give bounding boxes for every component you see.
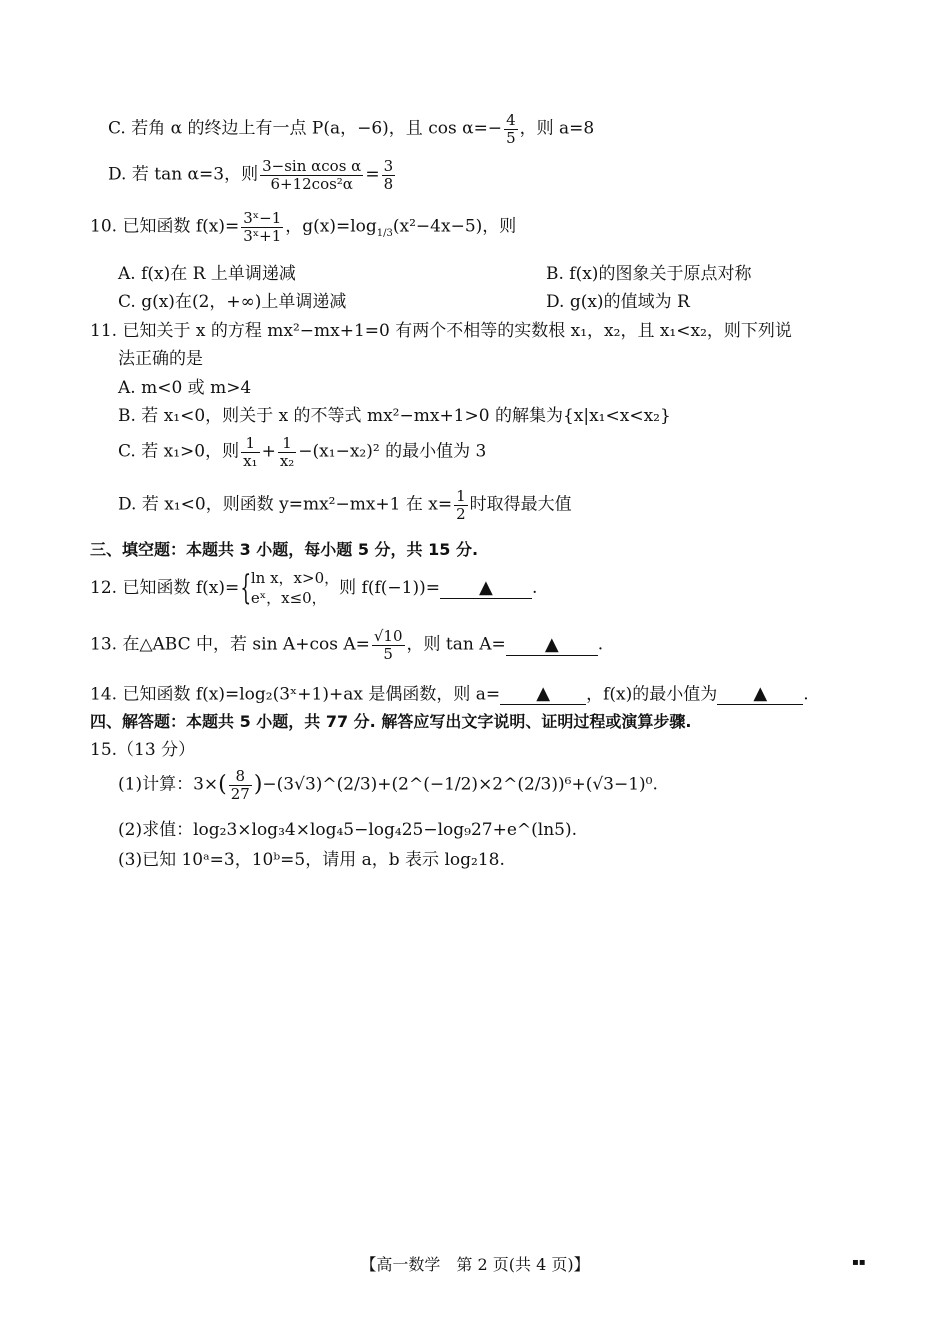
q15-part1 bbox=[118, 768, 658, 802]
q13-answer-blank[interactable] bbox=[506, 635, 598, 656]
q11c-d2: x₂ bbox=[279, 451, 295, 470]
q9d-eq: = bbox=[365, 164, 380, 185]
q10-option-c: C. g(x)在(2，+∞)上单调递减 bbox=[118, 292, 347, 312]
q13-fraction bbox=[372, 628, 405, 662]
q11-option-b: B. 若 x₁<0，则关于 x 的不等式 mx²−mx+1>0 的解集为{x|x₁<x<x₂} bbox=[118, 406, 671, 426]
q10-mid: ，g(x)=log bbox=[285, 216, 377, 237]
q11c-frac1 bbox=[241, 435, 259, 469]
q12-case2: eˣ，x≤0， bbox=[250, 589, 327, 608]
q9c-text: C. 若角 α 的终边上有一点 P(a，−6)，且 cos α=− bbox=[108, 118, 503, 139]
q9c-suffix: ，则 a=8 bbox=[519, 118, 595, 139]
q15p1-lparen: ( bbox=[218, 771, 227, 797]
q11d-den: 2 bbox=[456, 504, 466, 523]
q11-option-c bbox=[118, 435, 486, 469]
q9d-den: 6+12cos²α bbox=[270, 174, 353, 193]
q15-head: 15.（13 分） bbox=[90, 740, 196, 760]
q10-num: 3ˣ−1 bbox=[243, 209, 282, 227]
q11c-d1: x₁ bbox=[243, 451, 258, 470]
q14-mid: ，f(x)的最小值为 bbox=[586, 684, 718, 705]
q15p1-den: 27 bbox=[230, 784, 250, 803]
q12-end: . bbox=[531, 578, 538, 599]
q12-suffix: 则 f(f(−1))= bbox=[339, 578, 440, 599]
q10-stem bbox=[90, 210, 516, 244]
q11c-n1: 1 bbox=[241, 435, 259, 453]
q15-part2: (2)求值：log₂3×log₃4×log₄5−log₄25−log₉27+e^(ln5). bbox=[118, 820, 578, 840]
q9d-num: 3−sin αcos α bbox=[262, 157, 362, 175]
q10-option-b: B. f(x)的图象关于原点对称 bbox=[546, 264, 752, 284]
q11d-prefix: D. 若 x₁<0，则函数 y=mx²−mx+1 在 x= bbox=[118, 494, 453, 515]
q12-triangle-icon: ▲ bbox=[479, 576, 493, 598]
q13-den: 5 bbox=[383, 644, 393, 663]
q11d-frac bbox=[454, 488, 468, 522]
q10-log-base: 1/3 bbox=[376, 227, 393, 239]
q10-prefix: 10. 已知函数 f(x)= bbox=[90, 216, 240, 237]
q14-end: . bbox=[803, 684, 809, 705]
q11c-prefix: C. 若 x₁>0，则 bbox=[118, 441, 240, 462]
q15p1-suffix: −(3√3)^(2/3)+(2^(−1/2)×2^(2/3))⁶+(√3−1)⁰. bbox=[262, 774, 658, 795]
q10-option-d: D. g(x)的值域为 R bbox=[546, 292, 690, 312]
q9d-text: D. 若 tan α=3，则 bbox=[108, 164, 259, 185]
q15p1-num: 8 bbox=[229, 768, 252, 786]
q10-suffix: (x²−4x−5)，则 bbox=[392, 216, 517, 237]
q11c-suffix: −(x₁−x₂)² 的最小值为 3 bbox=[298, 441, 487, 462]
q12-answer-blank[interactable] bbox=[440, 578, 532, 599]
q9c-num: 4 bbox=[506, 111, 516, 129]
q13-end: . bbox=[597, 634, 604, 655]
q11-stem-line2: 法正确的是 bbox=[118, 349, 203, 369]
q14a-triangle-icon: ▲ bbox=[536, 683, 551, 704]
q9c-den: 5 bbox=[506, 128, 516, 147]
q14-answer-blank-a[interactable] bbox=[500, 684, 586, 705]
section-4-heading: 四、解答题：本题共 5 小题，共 77 分. 解答应写出文字说明、证明过程或演算步骤. bbox=[90, 712, 692, 731]
q13-prefix: 13. 在△ABC 中，若 sin A+cos A= bbox=[90, 634, 370, 655]
q11-stem-line1: 11. 已知关于 x 的方程 mx²−mx+1=0 有两个不相等的实数根 x₁，x₂，且 x₁<x₂，则下列说 bbox=[90, 321, 792, 341]
q9d-result bbox=[382, 158, 396, 192]
q15p1-rparen: ) bbox=[253, 771, 263, 797]
q15p1-fraction bbox=[229, 768, 252, 802]
q11c-frac2 bbox=[278, 435, 296, 469]
q12-case1: ln x，x>0， bbox=[250, 569, 340, 587]
q10-fraction bbox=[241, 210, 283, 244]
q11-option-a: A. m<0 或 m>4 bbox=[118, 378, 252, 398]
q10-option-a: A. f(x)在 R 上单调递减 bbox=[118, 264, 296, 284]
q12 bbox=[90, 568, 537, 609]
q15p1-prefix: (1)计算：3× bbox=[118, 774, 219, 795]
q9-option-d bbox=[108, 158, 397, 192]
corner-mark: ▪▪ bbox=[852, 1257, 866, 1268]
q14-answer-blank-min[interactable] bbox=[717, 684, 803, 705]
q12-brace: { bbox=[240, 568, 252, 609]
q9-option-c bbox=[108, 112, 594, 146]
q11d-num: 1 bbox=[456, 487, 466, 505]
q14b-triangle-icon: ▲ bbox=[753, 683, 768, 704]
q14 bbox=[90, 684, 809, 705]
q9c-fraction bbox=[504, 112, 518, 146]
q12-cases bbox=[251, 568, 339, 609]
section-3-heading: 三、填空题：本题共 3 小题，每小题 5 分，共 15 分. bbox=[90, 540, 479, 559]
q15-part3: (3)已知 10ᵃ=3，10ᵇ=5，请用 a，b 表示 log₂18. bbox=[118, 850, 505, 870]
q11d-suffix: 时取得最大值 bbox=[469, 494, 572, 515]
q14-prefix: 14. 已知函数 f(x)=log₂(3ˣ+1)+ax 是偶函数，则 a= bbox=[90, 684, 501, 705]
q11-option-d bbox=[118, 488, 572, 522]
q11c-plus: + bbox=[261, 441, 276, 462]
q9d-rnum: 3 bbox=[383, 157, 394, 175]
q13-triangle-icon: ▲ bbox=[544, 633, 559, 655]
q11c-n2: 1 bbox=[278, 435, 296, 453]
q10-den: 3ˣ+1 bbox=[243, 226, 282, 245]
q13 bbox=[90, 628, 603, 662]
page-footer: 【高一数学 第 2 页(共 4 页)】 bbox=[360, 1255, 590, 1274]
q9d-rden: 8 bbox=[383, 174, 394, 193]
q13-suffix: ，则 tan A= bbox=[406, 634, 506, 655]
q12-prefix: 12. 已知函数 f(x)= bbox=[90, 578, 240, 599]
q9d-fraction bbox=[260, 158, 363, 192]
q13-num: √10 bbox=[373, 627, 403, 645]
